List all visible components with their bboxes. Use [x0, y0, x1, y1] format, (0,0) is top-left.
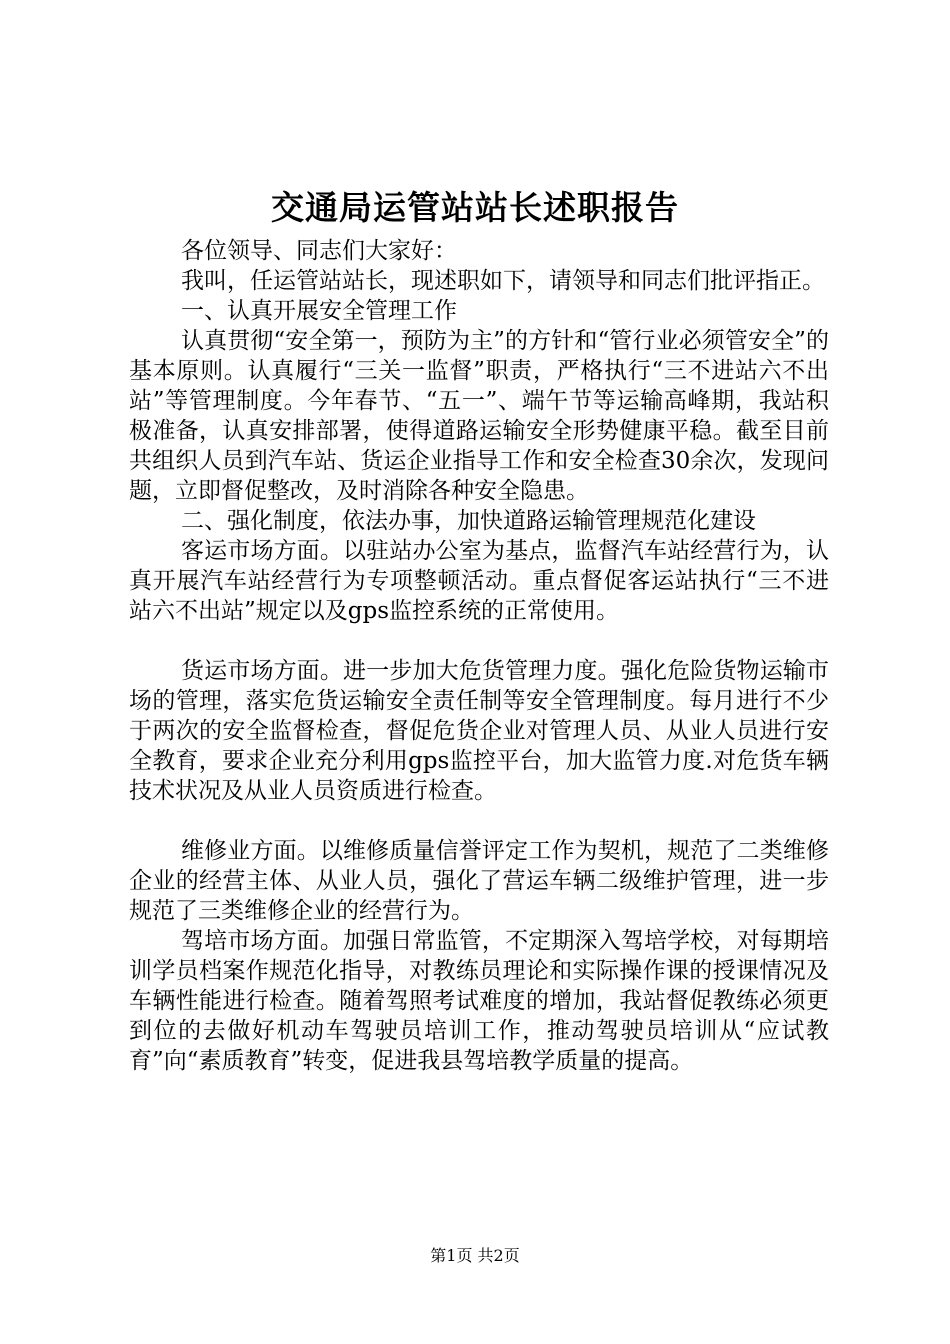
document-title: 交通局运管站站长述职报告 [271, 188, 679, 227]
freight-market-paragraph: 货运市场方面。进一步加大危货管理力度。强化危险货物运输市场的管理，落实危货运输安全责任制等安全管理制度。每月进行不少于两次的安全监督检查，督促危货企业对管理人员、从业人员进行安全教育，要求企业充分利用gps监控平台，加大监管力度.对危货车辆技术状况及从业人员资质进行检查。 [129, 658, 829, 804]
greeting: 各位领导、同志们大家好： [181, 238, 457, 264]
section-1-heading: 一、认真开展安全管理工作 [181, 298, 457, 324]
intro-paragraph: 我叫，任运管站站长，现述职如下，请领导和同志们批评指正。 [181, 268, 825, 294]
section-2-heading: 二、强化制度，依法办事，加快道路运输管理规范化建设 [181, 508, 756, 534]
document-body [129, 236, 829, 1076]
passenger-market-paragraph: 客运市场方面。以驻站办公室为基点，监督汽车站经营行为，认真开展汽车站经营行为专项整顿活动。重点督促客运站执行“三不进站六不出站”规定以及gps监控系统的正常使用。 [129, 538, 829, 624]
page-number-footer: 第1页 共2页 [430, 1246, 520, 1265]
paragraph-spacer [129, 806, 829, 836]
repair-industry-paragraph: 维修业方面。以维修质量信誉评定工作为契机，规范了二类维修企业的经营主体、从业人员，强化了营运车辆二级维护管理，进一步规范了三类维修企业的经营行为。 [129, 838, 829, 924]
driving-school-paragraph: 驾培市场方面。加强日常监管，不定期深入驾培学校，对每期培训学员档案作规范化指导，对教练员理论和实际操作课的授课情况及车辆性能进行检查。随着驾照考试难度的增加，我站督促教练必须更到位的去做好机动车驾驶员培训工作，推动驾驶员培训从“应试教育”向“素质教育”转变，促进我县驾培教学质量的提高。 [129, 928, 829, 1074]
paragraph-spacer [129, 626, 829, 656]
section-1-paragraph: 认真贯彻“安全第一，预防为主”的方针和“管行业必须管安全”的基本原则。认真履行“三关一监督”职责，严格执行“三不进站六不出站”等管理制度。今年春节、“五一”、端午节等运输高峰期，我站积极准备，认真安排部署，使得道路运输安全形势健康平稳。截至目前共组织人员到汽车站、货运企业指导工作和安全检查30余次，发现问题，立即督促整改，及时消除各种安全隐患。 [129, 328, 829, 504]
